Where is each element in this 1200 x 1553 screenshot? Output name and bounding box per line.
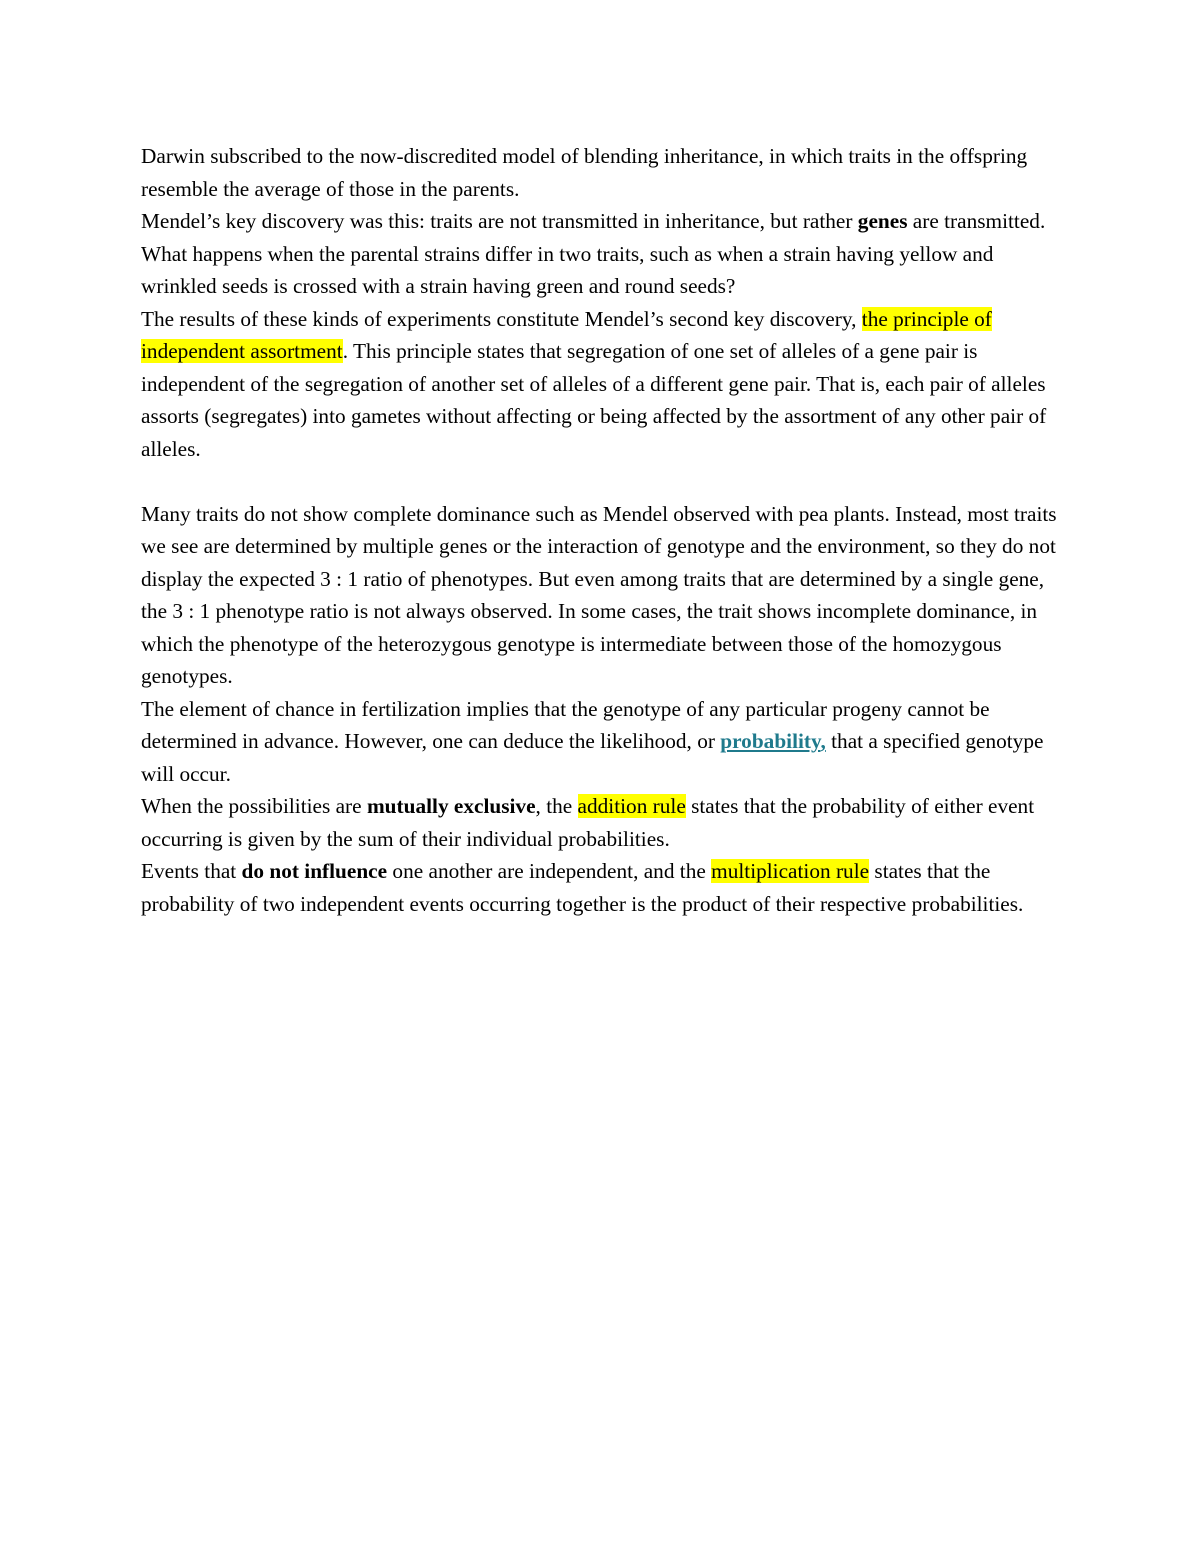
paragraph-text: that a specified genotype will occur.: [141, 729, 1044, 786]
highlighted-term-multiplication-rule: multiplication rule: [711, 859, 870, 883]
paragraph-text: Mendel’s key discovery was this: traits are not transmitted in inheritance, but rather: [141, 209, 858, 233]
document-body: [141, 140, 1071, 920]
bold-term-do-not-influence: do not influence: [241, 859, 388, 883]
paragraph-independent-assortment: [141, 303, 1071, 466]
paragraph-text: are transmitted.: [907, 209, 1046, 233]
paragraph-text: states that the probability of either event occurring is given by the sum of their individual probabilities.: [141, 794, 1035, 851]
paragraph-text: Darwin subscribed to the now-discredited model of blending inheritance, in which traits in the offspring resemble the average of those in the parents.: [141, 144, 1028, 201]
paragraph-text: states that the probability of two independent events occurring together is the product of their respective probabilities.: [141, 859, 1024, 916]
paragraph-text: one another are independent, and the: [387, 859, 712, 883]
bold-term-mutually-exclusive: mutually exclusive: [366, 794, 536, 818]
paragraph-addition-rule: [141, 790, 1071, 855]
paragraph-text: Many traits do not show complete dominance such as Mendel observed with pea plants. Instead, most traits we see are determined by multiple genes or the interaction of genotype and the environment, so they do not display the expected 3 : 1 ratio of phenotypes. But even among traits that are determined by a single gene, the 3 : 1 phenotype ratio is not always observed. In some cases, the trait shows incomplete dominance, in which the phenotype of the heterozygous genotype is intermediate between those of the homozygous genotypes.: [141, 501, 1057, 688]
paragraph-text: The element of chance in fertilization implies that the genotype of any particular progeny cannot be determined in advance. However, one can deduce the likelihood, or: [141, 696, 990, 753]
link-probability[interactable]: [720, 729, 826, 753]
paragraph-multiplication-rule: [141, 855, 1071, 920]
paragraph-blending-inheritance: [141, 140, 1071, 205]
link-probability-label[interactable]: probability: [720, 729, 821, 753]
blank-line: [141, 465, 1071, 498]
paragraph-probability: [141, 693, 1071, 791]
highlighted-term-addition-rule: addition rule: [577, 794, 686, 818]
paragraph-incomplete-dominance: [141, 498, 1071, 693]
paragraph-text: What happens when the parental strains differ in two traits, such as when a strain having yellow and wrinkled seeds is crossed with a strain having green and round seeds?: [141, 241, 994, 298]
paragraph-text: , the: [535, 794, 578, 818]
bold-term-genes: genes: [857, 209, 908, 233]
highlighted-term-independent-assortment: the principle of independent assortment: [141, 306, 992, 363]
paragraph-text: The results of these kinds of experiments constitute Mendel’s second key discovery,: [141, 306, 862, 331]
paragraph-mendel-key-discovery: [141, 205, 1071, 238]
paragraph-text: . This principle states that segregation of one set of alleles of a gene pair is independent of the segregation of another set of alleles of a different gene pair. That is, each pair of alleles assorts (segregates) into gametes without affecting or being affected by the assortment of any other pair of alleles.: [141, 339, 1047, 461]
paragraph-text: When the possibilities are: [141, 794, 367, 818]
paragraph-two-traits-question: [141, 238, 1071, 303]
paragraph-text: Events that: [141, 859, 242, 883]
link-probability-comma[interactable]: ,: [820, 729, 826, 753]
